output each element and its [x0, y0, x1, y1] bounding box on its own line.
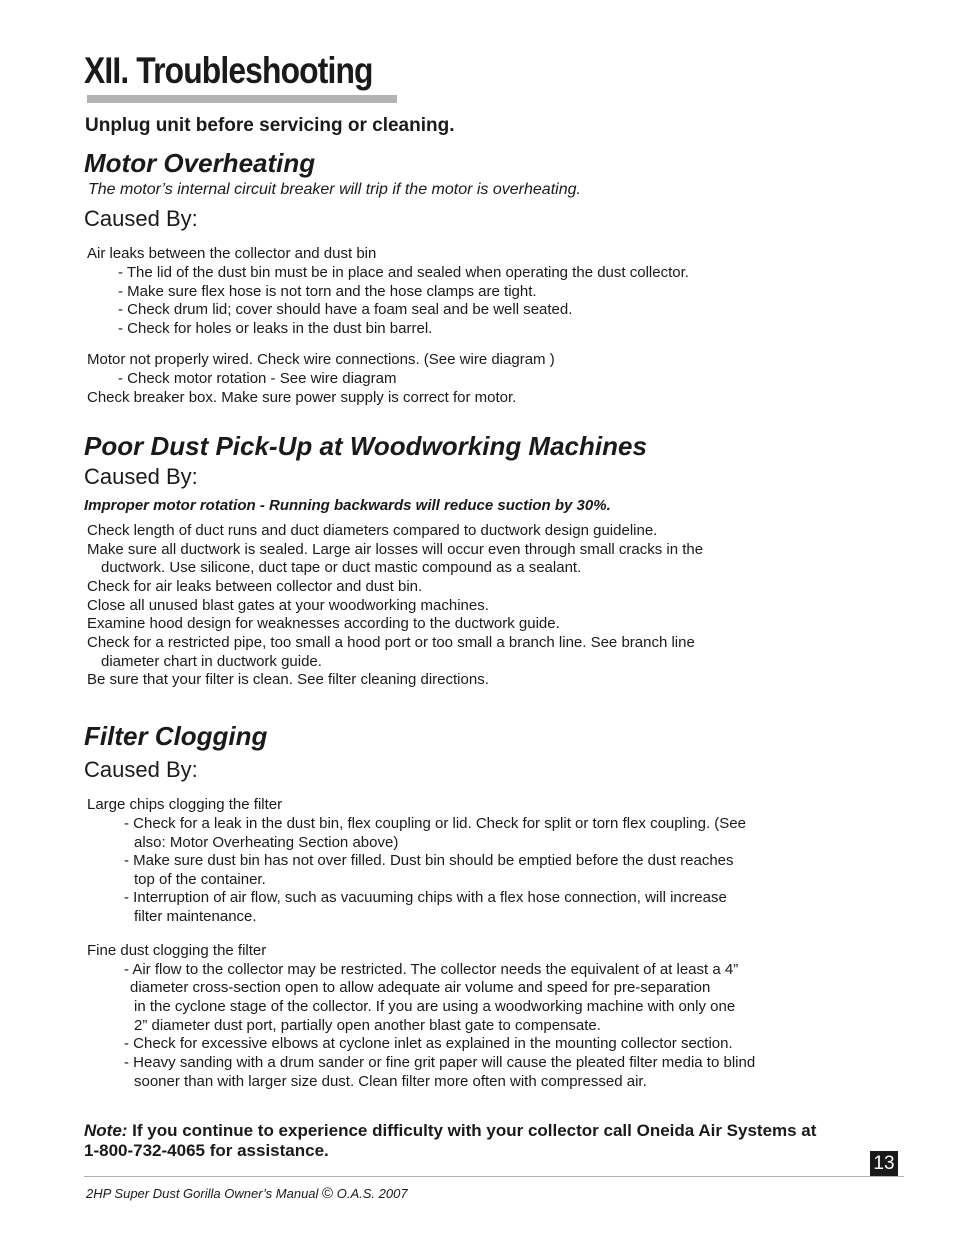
- cause-line: filter maintenance.: [134, 908, 257, 925]
- note-text: If you continue to experience difficulty with your collector call Oneida Air Systems at: [127, 1121, 817, 1140]
- cause-line: Make sure all ductwork is sealed. Large air losses will occur even through small cracks in the: [87, 541, 704, 558]
- motor-overheating-subtitle: The motor’s internal circuit breaker will trip if the motor is overheating.: [88, 181, 581, 198]
- page-number: 13: [870, 1151, 898, 1176]
- footer-divider: [84, 1176, 904, 1177]
- caused-by-label: Caused By:: [84, 206, 198, 231]
- cause-line: ductwork. Use silicone, duct tape or duct mastic compound as a sealant.: [101, 559, 582, 576]
- cause-line: Examine hood design for weaknesses according to the ductwork guide.: [87, 615, 560, 632]
- cause-line: Check breaker box. Make sure power supply is correct for motor.: [87, 389, 517, 406]
- footer-org: O.A.S. 2007: [336, 1186, 408, 1201]
- cause-line: Check for air leaks between collector and dust bin.: [87, 578, 423, 595]
- cause-line: Be sure that your filter is clean. See filter cleaning directions.: [87, 671, 489, 688]
- caused-by-label: Caused By:: [84, 757, 198, 782]
- cause-line: - Interruption of air flow, such as vacuuming chips with a flex hose connection, will increase: [124, 889, 727, 906]
- heading-filter-clogging: Filter Clogging: [84, 721, 268, 751]
- cause-line: - Air flow to the collector may be restricted. The collector needs the equivalent of at least a 4”: [124, 961, 739, 978]
- safety-warning: Unplug unit before servicing or cleaning.: [85, 115, 455, 136]
- cause-line: Fine dust clogging the filter: [87, 942, 267, 959]
- cause-line: Close all unused blast gates at your woodworking machines.: [87, 597, 489, 614]
- cause-line: - The lid of the dust bin must be in place and sealed when operating the dust collector.: [118, 264, 689, 281]
- title-underline: [87, 95, 397, 103]
- page-title: XII. Troubleshooting: [84, 50, 373, 91]
- assistance-note: [84, 1121, 816, 1161]
- cause-line: diameter chart in ductwork guide.: [101, 653, 322, 670]
- caused-by-label: Caused By:: [84, 464, 198, 489]
- footer: [86, 1185, 408, 1202]
- cause-line: - Check for excessive elbows at cyclone inlet as explained in the mounting collector section.: [124, 1035, 733, 1052]
- cause-line: Check length of duct runs and duct diameters compared to ductwork design guideline.: [87, 522, 658, 539]
- cause-line: 2” diameter dust port, partially open another blast gate to compensate.: [134, 1017, 601, 1034]
- cause-line: Large chips clogging the filter: [87, 796, 283, 813]
- heading-poor-dust-pickup: Poor Dust Pick-Up at Woodworking Machines: [84, 431, 647, 461]
- cause-line: top of the container.: [134, 871, 266, 888]
- cause-line: - Check for a leak in the dust bin, flex coupling or lid. Check for split or torn flex coupling. (See: [124, 815, 746, 832]
- copyright-icon: ©: [322, 1185, 334, 1202]
- motor-rotation-emphasis: Improper motor rotation - Running backwards will reduce suction by 30%.: [84, 497, 611, 514]
- cause-line: diameter cross-section open to allow adequate air volume and speed for pre-separation: [130, 979, 711, 996]
- note-phone: 1-800-732-4065 for assistance.: [84, 1141, 329, 1160]
- cause-line: Air leaks between the collector and dust bin: [87, 245, 377, 262]
- cause-line: in the cyclone stage of the collector. If you are using a woodworking machine with only one: [134, 998, 736, 1015]
- note-label: Note:: [84, 1121, 128, 1140]
- cause-line: sooner than with larger size dust. Clean filter more often with compressed air.: [134, 1073, 647, 1090]
- cause-line: Motor not properly wired. Check wire connections. (See wire diagram ): [87, 351, 555, 368]
- heading-motor-overheating: Motor Overheating: [84, 148, 316, 178]
- cause-line: - Check for holes or leaks in the dust bin barrel.: [118, 320, 433, 337]
- cause-line: - Check drum lid; cover should have a foam seal and be well seated.: [118, 301, 573, 318]
- cause-line: - Heavy sanding with a drum sander or fine grit paper will cause the pleated filter media to blind: [124, 1054, 756, 1071]
- footer-manual-title: 2HP Super Dust Gorilla Owner’s Manual: [86, 1186, 319, 1201]
- cause-line: Check for a restricted pipe, too small a hood port or too small a branch line. See branch line: [87, 634, 695, 651]
- cause-line: - Check motor rotation - See wire diagram: [118, 370, 397, 387]
- cause-line: - Make sure flex hose is not torn and the hose clamps are tight.: [118, 283, 537, 300]
- cause-line: - Make sure dust bin has not over filled. Dust bin should be emptied before the dust reaches: [124, 852, 734, 869]
- cause-line: also: Motor Overheating Section above): [134, 834, 399, 851]
